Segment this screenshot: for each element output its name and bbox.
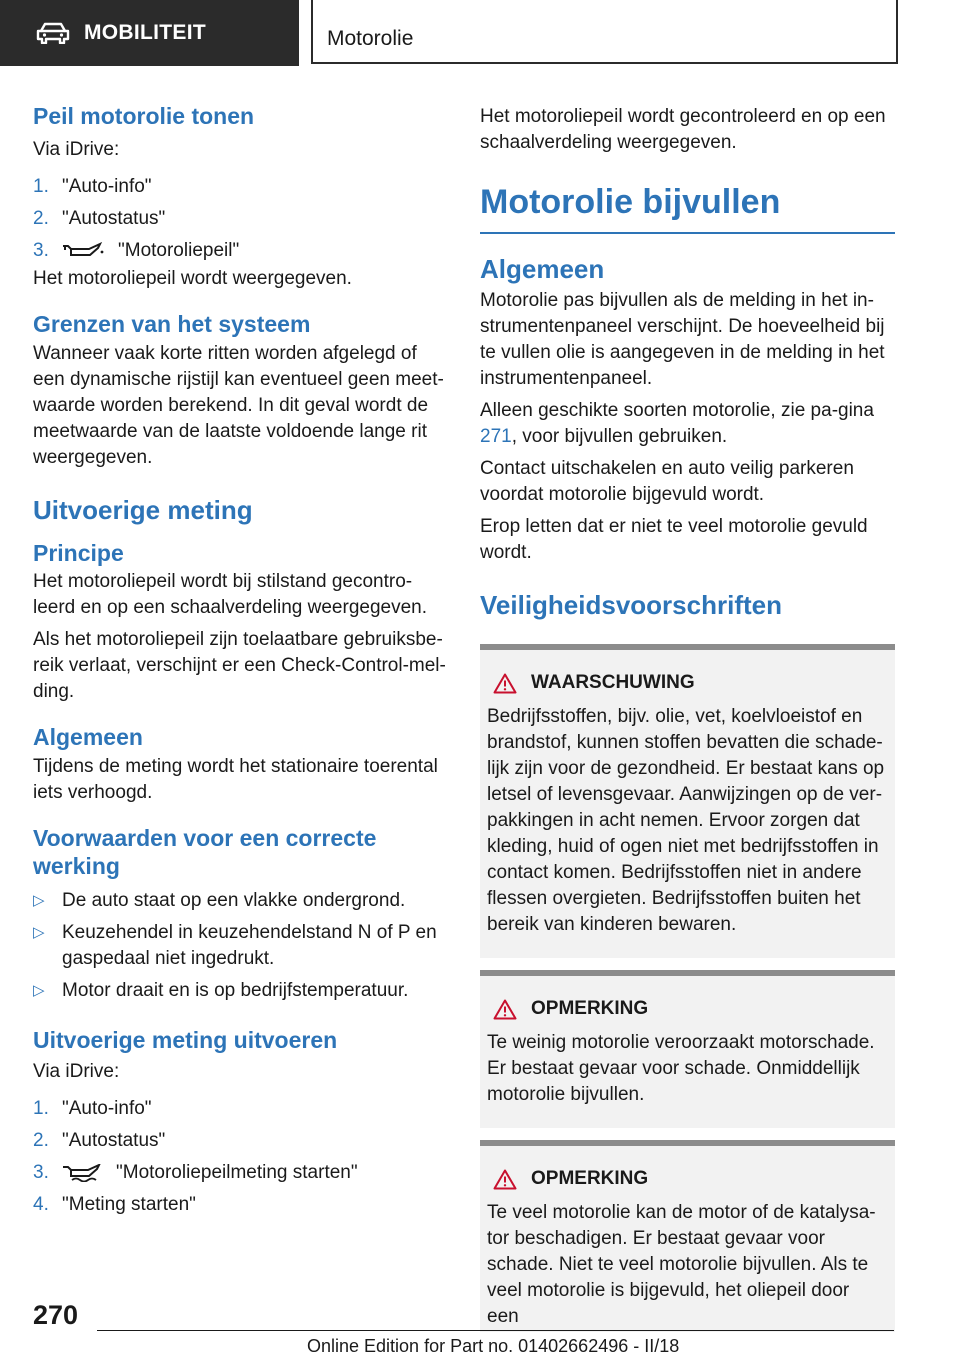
box-title: WAARSCHUWING: [531, 672, 695, 693]
warning-box: [480, 644, 895, 958]
heading-principe: Principe: [33, 540, 124, 566]
notice-box: [480, 1140, 895, 1332]
heading-meting-uitvoeren: Uitvoerige meting uitvoeren: [33, 1027, 338, 1053]
box-text: Te weinig motorolie veroorzaakt motorschade. Er bestaat gevaar voor schade. Onmiddellijk motorolie bijvullen.: [487, 1032, 875, 1105]
list-text: "Motoroliepeil": [118, 240, 240, 261]
list-number: 2.: [33, 1130, 49, 1151]
list-text: "Autostatus": [62, 1130, 166, 1151]
heading-peil-tonen: Peil motorolie tonen: [33, 103, 255, 129]
list-number: 1.: [33, 176, 49, 197]
box-header: [487, 670, 886, 696]
paragraph: Wanneer vaak korte ritten worden afgelegd of een dynamische rijstijl kan eventueel geen meet-waarde worden berekend. In dit geval wordt de meetwaarde van de laatste voldoende lange rit weergegeven.: [33, 343, 444, 468]
box-header: [487, 1166, 886, 1192]
section-label: MOBILITEIT: [84, 21, 206, 44]
list-item: [33, 978, 453, 1004]
heading-grenzen: Grenzen van het systeem: [33, 311, 311, 337]
paragraph: Het motoroliepeil wordt bij stilstand gecontro-leerd en op een schaalverdeling weergegeven.: [33, 571, 427, 618]
box-text: Bedrijfsstoffen, bijv. olie, vet, koelvloeistof en brandstof, kunnen stoffen bevatten die schade-lijk zijn voor de gezondheid. Er bestaat kans op letsel of levensgevaar. Aanwijzingen op de ver-pakkingen in acht nemen. Ervoor zorgen dat kleding, huid of ogen niet met bedrijfsstoffen in contact komen. Bedrijfsstoffen niet in andere flessen overgieten. Bedrijfsstoffen buiten het bereik van kinderen bewaren.: [487, 706, 885, 935]
triangle-bullet-icon: ▷: [33, 924, 45, 941]
heading-algemeen: Algemeen: [480, 254, 605, 284]
footer-divider: [97, 1330, 894, 1331]
list-item: [33, 238, 453, 264]
list-item: [33, 174, 453, 200]
page-reference-link[interactable]: 271: [480, 426, 512, 447]
list-text: "Auto-info": [62, 176, 152, 197]
page-number: 270: [33, 1300, 79, 1330]
paragraph-text: Alleen geschikte soorten motorolie, zie pa-gina: [480, 400, 874, 421]
left-column: [33, 100, 453, 1218]
paragraph: Via iDrive:: [33, 139, 120, 160]
box-title: OPMERKING: [531, 998, 649, 1019]
paragraph: Erop letten dat er niet te veel motorolie gevuld wordt.: [480, 516, 868, 563]
warning-triangle-icon: [493, 999, 517, 1020]
notice-box: [480, 970, 895, 1128]
section-tab: [0, 0, 299, 66]
chapter-header: [311, 0, 898, 64]
heading-motorolie-bijvullen: Motorolie bijvullen: [480, 180, 895, 234]
list-number: 4.: [33, 1194, 49, 1215]
list-item: [33, 206, 453, 232]
list-text: "Motoroliepeilmeting starten": [116, 1162, 358, 1183]
paragraph: [480, 398, 895, 450]
list-text: Keuzehendel in keuzehendelstand N of P en gaspedaal niet ingedrukt.: [62, 922, 437, 969]
list-text: "Auto-info": [62, 1098, 152, 1119]
oil-can-icon: [62, 242, 104, 260]
paragraph-text: , voor bijvullen gebruiken.: [511, 426, 728, 447]
list-number: 3.: [33, 240, 49, 261]
conditions-list: [33, 888, 453, 1004]
paragraph: Als het motoroliepeil zijn toelaatbare gebruiksbe-reik verlaat, verschijnt er een Check-Control-mel-ding.: [33, 629, 446, 702]
list-item: [33, 1192, 453, 1218]
paragraph: Contact uitschakelen en auto veilig parkeren voordat motorolie bijgevuld wordt.: [480, 458, 854, 505]
edition-note: Online Edition for Part no. 01402662496 - II/18: [307, 1336, 680, 1356]
box-title: OPMERKING: [531, 1168, 649, 1189]
paragraph: Via iDrive:: [33, 1061, 120, 1082]
list-number: 1.: [33, 1098, 49, 1119]
paragraph: Motorolie pas bijvullen als de melding in het in-strumentenpaneel verschijnt. De hoeveelheid bij te vullen olie is aangegeven in de melding in het instrumentenpaneel.: [480, 290, 885, 389]
right-column: [480, 100, 895, 1332]
heading-algemeen: Algemeen: [33, 724, 143, 750]
list-text: "Meting starten": [62, 1194, 196, 1215]
list-text: "Autostatus": [62, 208, 166, 229]
box-header: [487, 996, 886, 1022]
heading-veiligheidsvoorschriften: Veiligheidsvoorschriften: [480, 590, 782, 620]
heading-voorwaarden: Voorwaarden voor een correcte werking: [33, 825, 377, 879]
list-item: [33, 920, 453, 972]
list-item: [33, 1096, 453, 1122]
list-text: Motor draait en is op bedrijfstemperatuur.: [62, 980, 409, 1001]
triangle-bullet-icon: ▷: [33, 892, 45, 909]
oil-level-icon: [62, 1164, 102, 1182]
chapter-title: Motorolie: [327, 27, 414, 50]
steps-list: [33, 174, 453, 264]
paragraph: Tijdens de meting wordt het stationaire toerental iets verhoogd.: [33, 756, 438, 803]
warning-triangle-icon: [493, 673, 517, 694]
list-number: 2.: [33, 208, 49, 229]
list-item: [33, 1128, 453, 1154]
list-item: [33, 1160, 453, 1186]
box-text: Te veel motorolie kan de motor of de katalysa-tor beschadigen. Er bestaat gevaar voor schade. Niet te veel motorolie bijvullen. Als te veel motorolie is bijgevuld, het oliepeil door een: [487, 1202, 876, 1327]
steps-list: [33, 1096, 453, 1218]
list-number: 3.: [33, 1162, 49, 1183]
heading-uitvoerige-meting: Uitvoerige meting: [33, 495, 253, 525]
list-item: [33, 888, 453, 914]
car-icon: [36, 22, 70, 44]
triangle-bullet-icon: ▷: [33, 982, 45, 999]
paragraph: Het motoroliepeil wordt gecontroleerd en op een schaalverdeling weergegeven.: [480, 106, 886, 153]
list-text: De auto staat op een vlakke ondergrond.: [62, 890, 406, 911]
warning-triangle-icon: [493, 1169, 517, 1190]
paragraph: Het motoroliepeil wordt weergegeven.: [33, 268, 352, 289]
